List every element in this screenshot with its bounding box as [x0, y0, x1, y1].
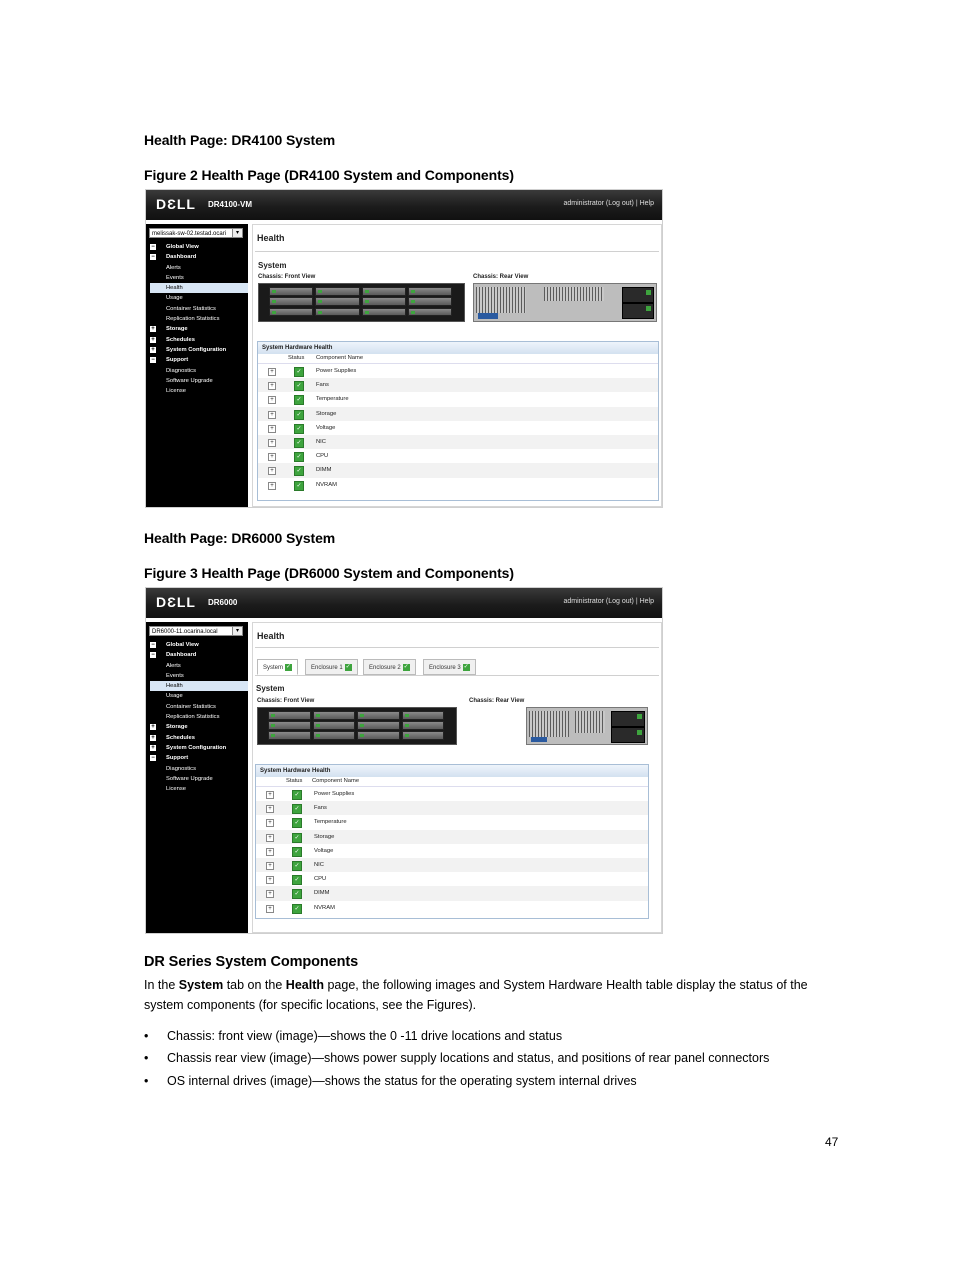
status-ok-icon: ✓ [292, 818, 302, 828]
sidebar-item-label: Replication Statistics [166, 714, 220, 721]
drive-bay [362, 287, 406, 296]
sidebar-item-support[interactable] [150, 355, 248, 365]
drive-bay [268, 721, 311, 730]
collapse-icon[interactable]: − [151, 652, 155, 659]
expand-icon[interactable]: + [266, 862, 274, 870]
status-ok-icon: ✓ [292, 904, 302, 914]
table-row [256, 830, 648, 844]
drive-status-led [318, 300, 322, 303]
drive-status-led [272, 290, 276, 293]
bullet-item [144, 1029, 563, 1043]
rear-view-label: Chassis: Rear View [473, 274, 529, 280]
rear-view-label: Chassis: Rear View [469, 698, 525, 704]
drive-status-led [411, 300, 415, 303]
sidebar-item-alerts[interactable] [150, 263, 248, 273]
sidebar-item-usage[interactable] [150, 293, 248, 303]
status-ok-icon: ✓ [294, 424, 304, 434]
table-row [256, 858, 648, 872]
sidebar-item-label: Global View [166, 244, 199, 250]
chevron-down-icon[interactable]: ▾ [232, 627, 242, 635]
bullet-item [144, 1074, 637, 1088]
table-row [256, 815, 648, 829]
section-title: System [258, 261, 287, 270]
sidebar-item-label: Support [166, 755, 189, 762]
chassis-rear-image [473, 283, 657, 322]
component-name: NIC [316, 439, 326, 445]
sidebar-item-label: Alerts [166, 264, 181, 271]
admin-logout-help[interactable]: administrator (Log out) | Help [563, 598, 654, 605]
drive-bay [269, 308, 313, 317]
drive-status-led [365, 300, 369, 303]
drive-status-led [360, 734, 364, 737]
sidebar-item-diagnostics[interactable] [150, 764, 248, 774]
drive-status-led [271, 724, 275, 727]
expand-icon[interactable]: + [266, 905, 274, 913]
status-ok-icon: ✓ [294, 481, 304, 491]
sidebar-item-label: Software Upgrade [166, 775, 213, 782]
collapse-icon[interactable]: − [151, 357, 155, 364]
screenshot-dr4100 [145, 189, 663, 508]
sidebar [146, 224, 248, 507]
expand-icon[interactable]: + [268, 482, 276, 490]
sidebar-item-storage[interactable] [150, 722, 248, 732]
content-panel [252, 224, 662, 507]
sidebar-item-events[interactable] [150, 671, 248, 681]
sidebar-item-label: License [166, 388, 186, 395]
drive-bay [357, 711, 400, 720]
drive-status-led [318, 311, 322, 314]
drive-bay [313, 711, 356, 720]
status-ok-icon: ✓ [294, 367, 304, 377]
component-name: NVRAM [316, 481, 337, 488]
component-name: CPU [316, 453, 329, 460]
table-row [258, 463, 658, 477]
drive-bay [362, 297, 406, 306]
components-heading: DR Series System Components [144, 954, 359, 970]
sidebar-item-label: Storage [166, 326, 188, 333]
component-name: Voltage [314, 847, 334, 854]
drive-bay [408, 287, 452, 296]
system-name: DR6000 [208, 598, 238, 607]
status-ok-icon: ✓ [292, 790, 302, 800]
bullet-item [144, 1051, 770, 1065]
tab-label: System [263, 665, 284, 671]
page-title: Health [257, 233, 285, 243]
front-view-label: Chassis: Front View [258, 274, 316, 280]
sidebar-item-label: System Configuration [166, 744, 227, 751]
component-name: Power Supplies [314, 791, 355, 797]
expand-icon[interactable]: + [268, 453, 276, 461]
component-name: Fans [316, 382, 329, 389]
top-bar [146, 190, 662, 220]
check-icon: ✓ [463, 663, 469, 670]
bullet-text: Chassis rear view (image)—shows power supply locations and status, and positions of rear panel connectors [167, 1051, 770, 1065]
drive-bay [402, 711, 445, 720]
table-row [258, 421, 658, 435]
power-supply-2 [611, 727, 645, 743]
sidebar-item-health[interactable] [150, 681, 248, 691]
status-ok-icon: ✓ [294, 452, 304, 462]
table-row [258, 392, 658, 406]
component-name: NVRAM [314, 904, 335, 911]
sidebar-item-label: System Configuration [166, 346, 227, 353]
expand-icon[interactable]: + [268, 439, 276, 447]
hardware-health-table [257, 341, 659, 501]
content-panel [252, 622, 662, 933]
expand-icon[interactable]: + [268, 411, 276, 419]
component-name: DIMM [316, 467, 332, 474]
sidebar-item-label: Usage [166, 693, 183, 700]
sidebar-item-storage[interactable] [150, 324, 248, 334]
check-icon: ✓ [286, 663, 292, 670]
system-selector[interactable] [149, 626, 243, 636]
rear-ports [544, 287, 604, 301]
tab-label: Enclosure 2 [369, 665, 401, 671]
expand-icon[interactable]: + [266, 791, 274, 799]
tab-enclosure-1[interactable] [305, 659, 358, 675]
sidebar-item-dashboard[interactable] [150, 650, 248, 660]
system-selector-value: DR6000-11.ocarina.local [152, 629, 218, 635]
heading-dr6000: Health Page: DR6000 System [144, 530, 336, 546]
drive-bay [408, 308, 452, 317]
nav-tree [150, 640, 248, 794]
component-name: Storage [316, 410, 337, 417]
table-row [258, 407, 658, 421]
check-icon: ✓ [403, 663, 409, 670]
table-row [258, 435, 658, 449]
col-component-name: Component Name [316, 355, 364, 361]
chassis-front-image [258, 283, 465, 322]
table-row [256, 901, 648, 915]
sidebar-item-schedules[interactable] [150, 335, 248, 345]
para-bold-health: Health [285, 978, 324, 992]
sidebar-item-software-upgrade[interactable] [150, 774, 248, 784]
collapse-icon[interactable]: − [151, 244, 155, 250]
table-title: System Hardware Health [256, 765, 648, 777]
drive-bay [313, 731, 356, 740]
status-ok-icon: ✓ [294, 438, 304, 448]
rear-grill [476, 287, 526, 313]
tab-label: Enclosure 3 [429, 665, 461, 671]
drive-bay [268, 731, 311, 740]
collapse-icon[interactable]: − [151, 642, 155, 648]
expand-icon[interactable]: + [151, 724, 155, 731]
tab-enclosure-3[interactable] [423, 659, 476, 675]
sidebar-item-label: Dashboard [166, 652, 197, 659]
status-ok-icon: ✓ [292, 889, 302, 899]
drive-bay [268, 711, 311, 720]
drive-bay [357, 721, 400, 730]
sidebar-item-label: Health [166, 285, 183, 292]
sidebar-item-license[interactable] [150, 386, 248, 396]
expand-icon[interactable]: + [268, 368, 276, 376]
sidebar-item-label: Dashboard [166, 254, 197, 261]
para-text: tab on the [223, 978, 286, 992]
sidebar-item-label: Alerts [166, 662, 181, 669]
drive-status-led [316, 724, 320, 727]
component-name: NIC [314, 862, 324, 868]
drive-bay [269, 297, 313, 306]
divider [255, 647, 659, 648]
status-ok-icon: ✓ [294, 466, 304, 476]
nav-tree [150, 242, 248, 396]
sidebar-item-label: Container Statistics [166, 703, 216, 710]
section-title: System [256, 684, 285, 693]
power-supply-2 [622, 303, 654, 319]
sidebar-item-label: Global View [166, 642, 199, 648]
system-name: DR4100-VM [208, 200, 253, 209]
drive-bay [402, 731, 445, 740]
bullet-dot: • [144, 1029, 149, 1043]
table-row [256, 801, 648, 815]
divider [255, 251, 659, 252]
sidebar-item-container-statistics[interactable] [150, 304, 248, 314]
col-component-name: Component Name [312, 778, 360, 784]
table-row [258, 378, 658, 392]
table-row [256, 844, 648, 858]
table-row [256, 886, 648, 900]
sidebar-item-label: Software Upgrade [166, 377, 213, 384]
expand-icon[interactable]: + [151, 326, 155, 333]
drive-status-led [365, 311, 369, 314]
drive-bay [269, 287, 313, 296]
drive-status-led [271, 714, 275, 717]
expand-icon[interactable]: + [266, 848, 274, 856]
sidebar [146, 622, 248, 933]
para-text: In the [144, 978, 179, 992]
table-row [258, 364, 658, 378]
drive-bay [313, 721, 356, 730]
power-supply-1 [622, 287, 654, 303]
drive-status-led [316, 734, 320, 737]
status-ok-icon: ✓ [294, 381, 304, 391]
expand-icon[interactable]: + [151, 734, 155, 741]
status-ok-icon: ✓ [292, 804, 302, 814]
system-selector[interactable] [149, 228, 243, 238]
sidebar-item-dashboard[interactable] [150, 252, 248, 262]
table-row [256, 787, 648, 801]
sidebar-item-events[interactable] [150, 273, 248, 283]
sidebar-item-label: Support [166, 357, 189, 364]
status-ok-icon: ✓ [292, 847, 302, 857]
sidebar-item-label: Health [166, 683, 183, 690]
sidebar-item-global-view[interactable] [150, 640, 248, 650]
drive-status-led [405, 714, 409, 717]
hardware-health-table [255, 764, 649, 919]
drive-status-led [360, 724, 364, 727]
sidebar-item-system-configuration[interactable] [150, 345, 248, 355]
component-name: Storage [314, 833, 335, 840]
drive-bay [408, 297, 452, 306]
sidebar-item-label: Diagnostics [166, 367, 196, 374]
component-name: CPU [314, 876, 327, 883]
sidebar-item-label: Storage [166, 724, 188, 731]
chevron-down-icon[interactable]: ▾ [232, 229, 242, 237]
column-headers [258, 354, 658, 364]
dell-logo: DƐLL [156, 594, 196, 610]
sidebar-item-diagnostics[interactable] [150, 366, 248, 376]
status-ok-icon: ✓ [292, 861, 302, 871]
tab-label: Enclosure 1 [311, 665, 343, 671]
status-ok-icon: ✓ [292, 833, 302, 843]
bullet-dot: • [144, 1051, 149, 1065]
col-status: Status [286, 778, 303, 784]
rear-grill [529, 711, 569, 737]
drive-status-led [360, 714, 364, 717]
drive-bay [357, 731, 400, 740]
table-row [256, 872, 648, 886]
status-ok-icon: ✓ [294, 410, 304, 420]
sidebar-item-label: Events [166, 274, 184, 281]
sidebar-item-schedules[interactable] [150, 733, 248, 743]
expand-icon[interactable]: + [268, 467, 276, 475]
page-title: Health [257, 631, 285, 641]
figure-2-caption: Figure 2 Health Page (DR4100 System and Components) [144, 167, 514, 183]
rear-port-blue [478, 313, 498, 319]
tab-system[interactable] [257, 659, 298, 675]
drive-status-led [272, 311, 276, 314]
sidebar-item-label: Events [166, 672, 184, 679]
drive-status-led [316, 714, 320, 717]
rear-ports [575, 711, 605, 733]
top-bar [146, 588, 662, 618]
sidebar-item-container-statistics[interactable] [150, 702, 248, 712]
sidebar-item-alerts[interactable] [150, 661, 248, 671]
column-headers [256, 777, 648, 787]
sidebar-item-support[interactable] [150, 753, 248, 763]
expand-icon[interactable]: + [151, 336, 155, 343]
intro-paragraph [144, 975, 844, 1015]
expand-icon[interactable]: + [268, 425, 276, 433]
sidebar-item-label: License [166, 786, 186, 793]
sidebar-item-system-configuration[interactable] [150, 743, 248, 753]
component-name: Voltage [316, 424, 336, 431]
expand-icon[interactable]: + [266, 834, 274, 842]
expand-icon[interactable]: + [266, 876, 274, 884]
sidebar-item-replication-statistics[interactable] [150, 314, 248, 324]
sidebar-item-label: Usage [166, 295, 183, 302]
table-row [258, 478, 658, 492]
drive-bay [315, 297, 359, 306]
chassis-rear-image [526, 707, 648, 745]
drive-bay [315, 287, 359, 296]
rear-port-blue [531, 737, 547, 742]
dell-logo: DƐLL [156, 196, 196, 212]
drive-status-led [272, 300, 276, 303]
sidebar-item-license[interactable] [150, 784, 248, 794]
tab-divider [255, 675, 659, 676]
bullet-text: Chassis: front view (image)—shows the 0 -11 drive locations and status [167, 1029, 563, 1043]
drive-status-led [318, 290, 322, 293]
table-title: System Hardware Health [258, 342, 658, 354]
screenshot-dr6000 [145, 587, 663, 934]
drive-status-led [405, 734, 409, 737]
component-name: Temperature [314, 819, 347, 826]
system-selector-value: melissak-sw-02.testad.ocari [152, 231, 227, 237]
sidebar-item-label: Replication Statistics [166, 316, 220, 323]
drive-status-led [405, 724, 409, 727]
front-view-label: Chassis: Front View [257, 698, 315, 704]
component-name: Fans [314, 805, 327, 812]
expand-icon[interactable]: + [268, 382, 276, 390]
component-name: DIMM [314, 890, 330, 897]
drive-status-led [411, 290, 415, 293]
sidebar-item-label: Schedules [166, 336, 195, 343]
expand-icon[interactable]: + [268, 396, 276, 404]
expand-icon[interactable]: + [266, 819, 274, 827]
sidebar-item-global-view[interactable] [150, 242, 248, 252]
power-supply-1 [611, 711, 645, 727]
drive-bay [402, 721, 445, 730]
chassis-front-image [257, 707, 457, 745]
sidebar-item-software-upgrade[interactable] [150, 376, 248, 386]
component-name: Temperature [316, 396, 349, 403]
status-ok-icon: ✓ [292, 875, 302, 885]
para-text: page, the following images and System Hardware Health table display the status of the [324, 978, 808, 992]
heading-dr4100: Health Page: DR4100 System [144, 132, 336, 148]
sidebar-item-label: Schedules [166, 734, 195, 741]
drive-bay [315, 308, 359, 317]
expand-icon[interactable]: + [151, 744, 155, 751]
sidebar-item-label: Diagnostics [166, 765, 196, 772]
drive-status-led [411, 311, 415, 314]
component-name: Power Supplies [316, 368, 357, 374]
admin-logout-help[interactable]: administrator (Log out) | Help [563, 200, 654, 207]
sidebar-item-label: Container Statistics [166, 305, 216, 312]
page-number: 47 [825, 1135, 839, 1149]
sidebar-item-usage[interactable] [150, 691, 248, 701]
expand-icon[interactable]: + [266, 805, 274, 813]
bullet-text: OS internal drives (image)—shows the status for the operating system internal drives [167, 1074, 637, 1088]
expand-icon[interactable]: + [151, 346, 155, 353]
bullet-dot: • [144, 1074, 149, 1088]
tab-enclosure-2[interactable] [363, 659, 416, 675]
expand-icon[interactable]: + [266, 890, 274, 898]
para-text-line2: system components (for specific locations, see the Figures). [144, 998, 477, 1012]
status-ok-icon: ✓ [294, 395, 304, 405]
collapse-icon[interactable]: − [151, 254, 155, 261]
sidebar-item-health[interactable] [150, 283, 248, 293]
para-bold-system: System [178, 978, 224, 992]
drive-bay [362, 308, 406, 317]
check-icon: ✓ [345, 663, 351, 670]
drive-status-led [271, 734, 275, 737]
collapse-icon[interactable]: − [151, 755, 155, 762]
table-row [258, 449, 658, 463]
col-status: Status [288, 355, 305, 361]
sidebar-item-replication-statistics[interactable] [150, 712, 248, 722]
figure-3-caption: Figure 3 Health Page (DR6000 System and Components) [144, 565, 514, 581]
drive-status-led [365, 290, 369, 293]
